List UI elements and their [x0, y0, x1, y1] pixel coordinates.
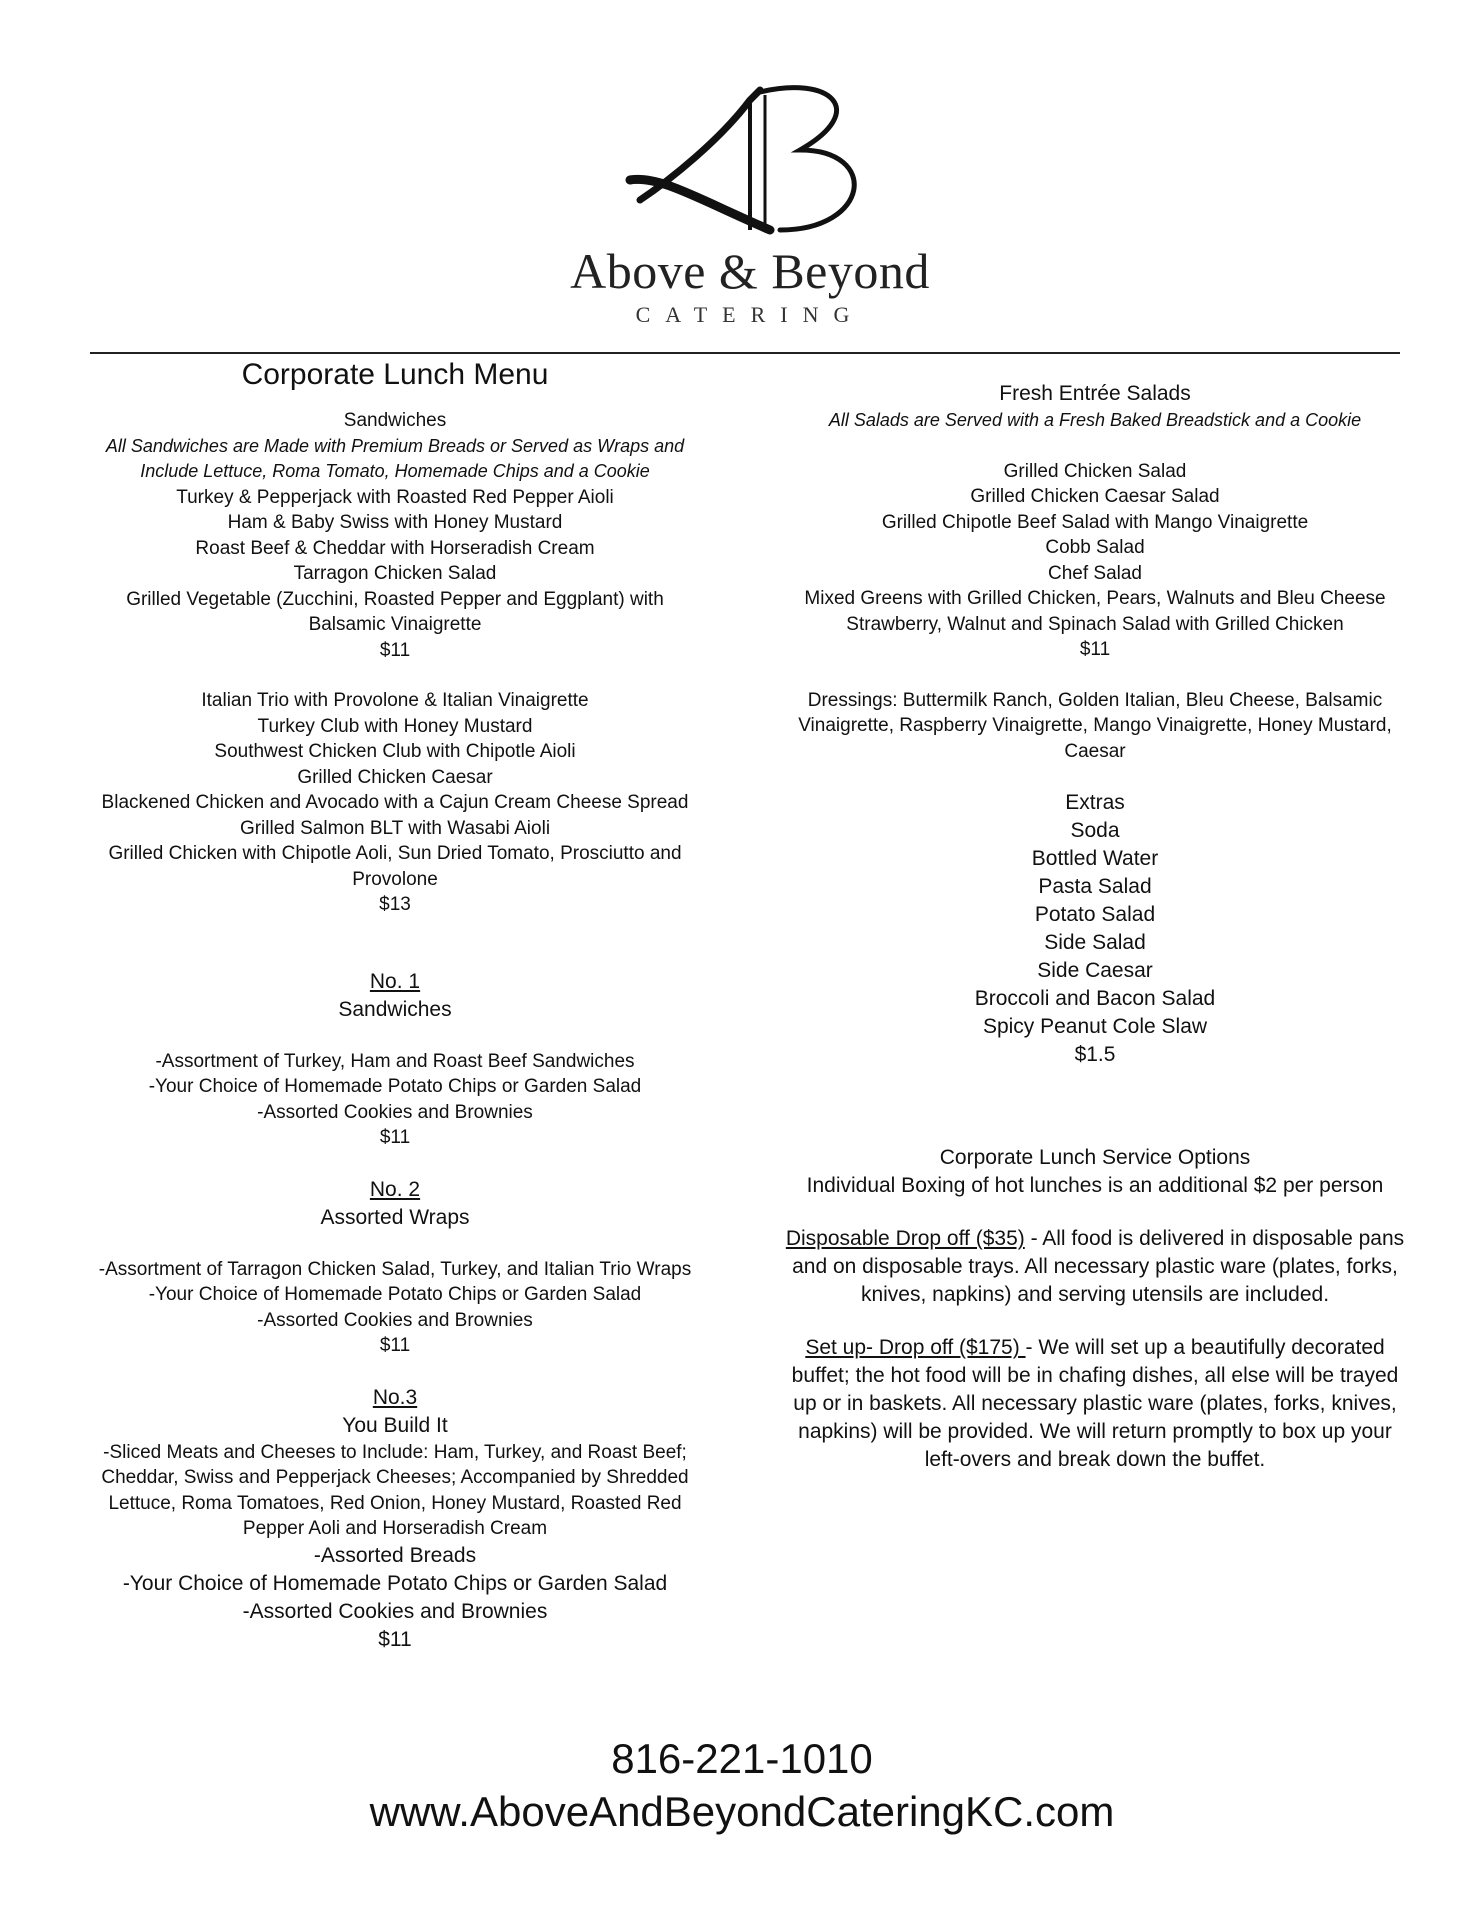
salads-note: All Salads are Served with a Fresh Baked Breadstick and a Cookie [828, 410, 1362, 430]
package-2-item: -Assorted Cookies and Brownies [257, 1309, 533, 1331]
sandwich-item: Ham & Baby Swiss with Honey Mustard [227, 512, 563, 533]
footer-phone: 816-221-1010 [611, 1735, 873, 1782]
extras-item: Pasta Salad [1038, 875, 1152, 898]
disposable-label: Disposable Drop off ($35) [785, 1227, 1025, 1250]
salad-price: $11 [1079, 639, 1111, 660]
setup-text: - We will set up a beautifully decorated buffet; the hot food will be in chafing dishes, all else will be trayed up or in baskets. All necessary plastic ware (plates, forks, knives, napkins) will be provided. We will return promptly to box up your left-overs and break down the buffet. [791, 1336, 1399, 1471]
package-3-number: No.3 [372, 1385, 418, 1409]
salad-item: Mixed Greens with Grilled Chicken, Pears, Walnuts and Bleu Cheese [804, 588, 1386, 609]
salads-heading: Fresh Entrée Salads [999, 382, 1191, 405]
left-column [90, 356, 700, 1654]
salad-item: Grilled Chicken Salad [1003, 460, 1187, 482]
package-1-price: $11 [379, 1127, 411, 1148]
sandwich-item: Grilled Vegetable (Zucchini, Roasted Pepper and Eggplant) with Balsamic Vinaigrette [126, 588, 664, 635]
ab-monogram-icon [600, 80, 900, 250]
package-1-title: Sandwiches [338, 997, 452, 1021]
sandwich-item: Blackened Chicken and Avocado with a Cajun Cream Cheese Spread [101, 792, 689, 813]
package-3-item: -Your Choice of Homemade Potato Chips or Garden Salad [122, 1571, 668, 1595]
package-3-item: -Assorted Cookies and Brownies [242, 1599, 548, 1623]
salad-item: Strawberry, Walnut and Spinach Salad with Grilled Chicken [846, 613, 1344, 635]
sandwich-item: Roast Beef & Cheddar with Horseradish Cream [195, 537, 595, 559]
sandwich-item: Grilled Chicken Caesar [297, 766, 493, 788]
package-1-item: -Assortment of Turkey, Ham and Roast Beef Sandwiches [155, 1050, 635, 1072]
salad-item: Grilled Chicken Caesar Salad [970, 486, 1220, 507]
package-3-item: -Assorted Breads [313, 1543, 477, 1567]
footer-website: www.AboveAndBeyondCateringKC.com [369, 1788, 1115, 1835]
sandwiches-heading: Sandwiches [343, 410, 447, 431]
package-3-title: You Build It [342, 1413, 448, 1437]
menu-title: Corporate Lunch Menu [241, 358, 549, 391]
extras-item: Spicy Peanut Cole Slaw [982, 1015, 1208, 1038]
sandwich-price-2: $13 [379, 894, 411, 915]
package-2-number: No. 2 [369, 1177, 421, 1201]
package-2-title: Assorted Wraps [320, 1205, 470, 1229]
brand-subtitle: CATERING [635, 302, 865, 327]
service-boxing: Individual Boxing of hot lunches is an additional $2 per person [806, 1174, 1384, 1197]
package-1-item: -Assorted Cookies and Brownies [257, 1101, 533, 1123]
sandwich-item: Tarragon Chicken Salad [293, 563, 497, 584]
sandwich-item: Turkey & Pepperjack with Roasted Red Pepper Aioli [176, 486, 614, 508]
right-column [785, 380, 1405, 1474]
package-2-item: -Your Choice of Homemade Potato Chips or Garden Salad [148, 1284, 642, 1305]
setup-label: Set up- Drop off ($175) [805, 1336, 1026, 1359]
extras-item: Bottled Water [1031, 847, 1159, 870]
service-disposable [785, 1225, 1405, 1309]
header-divider [90, 352, 1400, 354]
package-2-price: $11 [379, 1335, 411, 1356]
sandwich-item: Grilled Salmon BLT with Wasabi Aioli [239, 817, 551, 839]
sandwich-item: Southwest Chicken Club with Chipotle Aioli [214, 741, 576, 762]
sandwich-item: Turkey Club with Honey Mustard [257, 715, 533, 737]
salad-item: Cobb Salad [1045, 537, 1145, 558]
extras-item: Broccoli and Bacon Salad [974, 987, 1216, 1010]
sandwich-item: Grilled Chicken with Chipotle Aoli, Sun Dried Tomato, Prosciutto and Provolone [108, 843, 682, 890]
extras-price: $1.5 [1074, 1043, 1116, 1066]
package-3-price: $11 [378, 1627, 412, 1651]
brand-name: Above & Beyond [570, 243, 930, 299]
extras-item: Side Salad [1044, 931, 1146, 954]
extras-heading: Extras [1065, 791, 1125, 814]
package-1-number: No. 1 [369, 969, 421, 993]
extras-item: Soda [1070, 819, 1120, 842]
salad-dressings: Dressings: Buttermilk Ranch, Golden Italian, Bleu Cheese, Balsamic Vinaigrette, Raspberry Vinaigrette, Mango Vinaigrette, Honey Mustard, Caesar [798, 689, 1392, 762]
package-3-description: -Sliced Meats and Cheeses to Include: Ham, Turkey, and Roast Beef; Cheddar, Swiss and Pepperjack Cheeses; Accompanied by Shredded Lettuce, Roma Tomatoes, Red Onion, Honey Mustard, Roasted Red Pepper Aoli and Horseradish Cream [101, 1441, 689, 1539]
extras-item: Potato Salad [1034, 903, 1156, 926]
sandwiches-note: All Sandwiches are Made with Premium Breads or Served as Wraps and Include Lettuce, Roma Tomato, Homemade Chips and a Cookie [105, 435, 685, 481]
brand-logo [540, 80, 960, 330]
service-setup [785, 1334, 1405, 1474]
sandwich-item: Italian Trio with Provolone & Italian Vinaigrette [201, 690, 589, 711]
package-1-item: -Your Choice of Homemade Potato Chips or Garden Salad [148, 1076, 642, 1097]
extras-item: Side Caesar [1037, 959, 1153, 982]
disposable-text: - All food is delivered in disposable pans and on disposable trays. All necessary plastic ware (plates, forks, knives, napkins) and serving utensils are included. [792, 1227, 1405, 1306]
sandwich-price-1: $11 [379, 639, 411, 661]
salad-item: Chef Salad [1047, 562, 1142, 584]
package-2-item: -Assortment of Tarragon Chicken Salad, Turkey, and Italian Trio Wraps [98, 1258, 692, 1280]
service-heading: Corporate Lunch Service Options [939, 1146, 1251, 1169]
salad-item: Grilled Chipotle Beef Salad with Mango Vinaigrette [881, 511, 1309, 533]
